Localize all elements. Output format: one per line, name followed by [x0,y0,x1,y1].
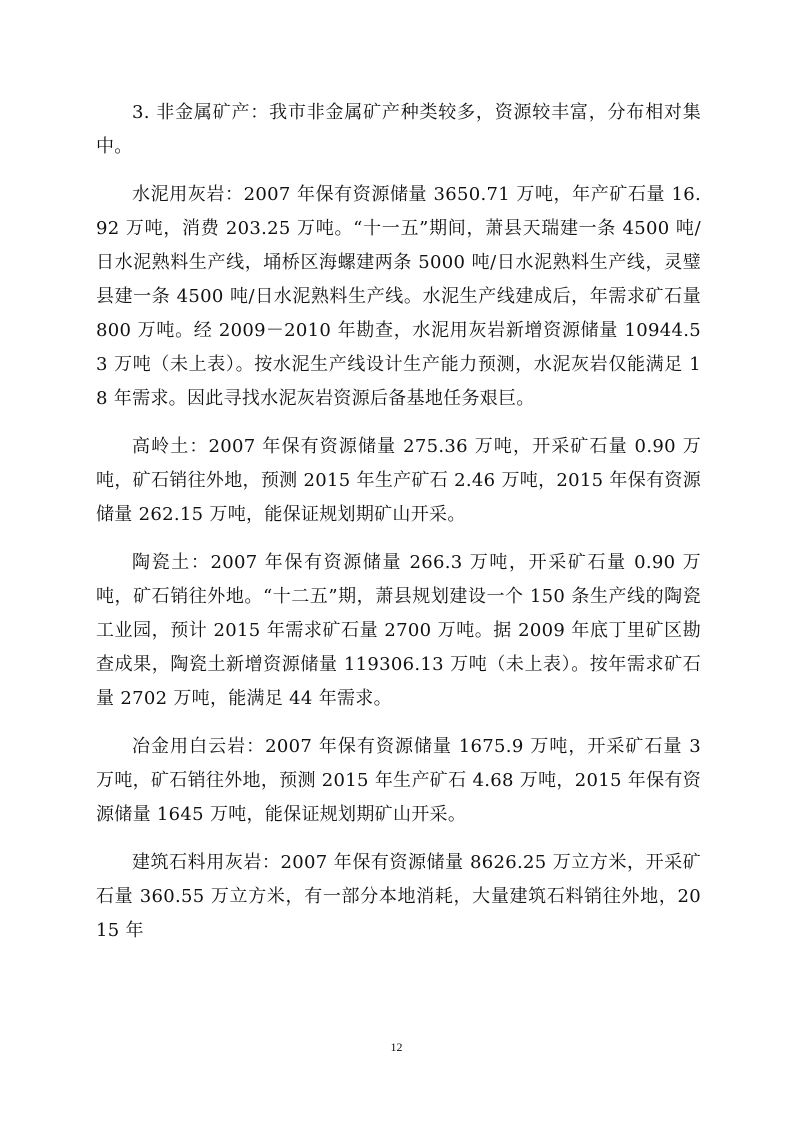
body-text [96,96,701,962]
page-number: 12 [390,1040,403,1054]
paragraph-ceramic-clay: 陶瓷土：2007 年保有资源储量 266.3 万吨，开采矿石量 0.90 万吨，矿石销往外地。“十二五”期，萧县规划建设一个 150 条生产线的陶瓷工业园，预计 2015 年需求矿石量 2700 万吨。据 2009 年底丁里矿区勘查成果，陶瓷土新增资源储量 119306.13 万吨（未上表）。按年需求矿石量 2702 万吨，能满足 44 年需求。 [96,552,701,709]
paragraph-metallurgical-dolomite: 冶金用白云岩：2007 年保有资源储量 1675.9 万吨，开采矿石量 3 万吨，矿石销往外地，预测 2015 年生产矿石 4.68 万吨，2015 年保有资源储量 1645 万吨，能保证规划期矿山开采。 [96,736,701,825]
paragraph-building-stone-limestone: 建筑石料用灰岩：2007 年保有资源储量 8626.25 万立方米，开采矿石量 360.55 万立方米，有一部分本地消耗，大量建筑石料销往外地，2015 年 [96,852,701,941]
paragraph-nonmetal-intro: 3. 非金属矿产：我市非金属矿产种类较多，资源较丰富，分布相对集中。 [96,102,701,157]
paragraph-kaolin: 高岭土：2007 年保有资源储量 275.36 万吨，开采矿石量 0.90 万吨，矿石销往外地，预测 2015 年生产矿石 2.46 万吨，2015 年保有资源储量 262.15 万吨，能保证规划期矿山开采。 [96,436,701,525]
paragraph-cement-limestone: 水泥用灰岩：2007 年保有资源储量 3650.71 万吨，年产矿石量 16.92 万吨，消费 203.25 万吨。“十一五”期间，萧县天瑞建一条 4500 吨/日水泥熟料生产线，埇桥区海螺建两条 5000 吨/日水泥熟料生产线，灵璧县建一条 4500 吨/日水泥熟料生产线。水泥生产线建成后，年需求矿石量 800 万吨。经 2009－2010 年勘查，水泥用灰岩新增资源储量 10944.53 万吨（未上表）。按水泥生产线设计生产能力预测，水泥灰岩仅能满足 18 年需求。因此寻找水泥灰岩资源后备基地任务艰巨。 [96,184,701,409]
